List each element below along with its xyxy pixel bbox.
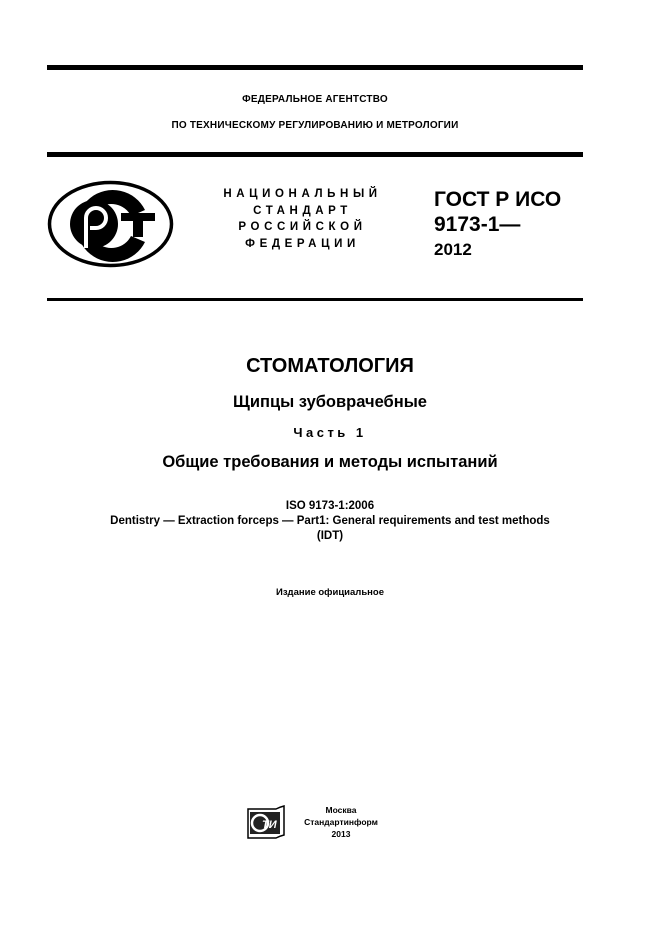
- top-rule: [47, 65, 583, 70]
- part-number: Часть 1: [293, 425, 367, 440]
- standartinform-logo-icon: [246, 805, 286, 839]
- standard-designation: [434, 187, 561, 263]
- publisher-year: 2013: [331, 829, 351, 839]
- nat-line-1: НАЦИОНАЛЬНЫЙ: [223, 188, 382, 200]
- designation-year: 2012: [434, 240, 472, 259]
- designation-line-1: ГОСТ Р ИСО: [434, 188, 562, 211]
- nat-line-3: РОССИЙСКОЙ: [238, 221, 367, 233]
- agency-line-1: ФЕДЕРАЛЬНОЕ АГЕНТСТВО: [242, 94, 388, 105]
- rst-certification-mark-icon: [47, 180, 174, 268]
- iso-english-title: Dentistry — Extraction forceps — Part1: General requirements and test methods: [110, 515, 550, 527]
- publisher-city: Москва: [325, 805, 357, 815]
- iso-code: ISO 9173-1:2006: [285, 500, 375, 512]
- designation-rule: [47, 298, 583, 301]
- part-title: Общие требования и методы испытаний: [162, 453, 498, 471]
- designation-line-2: 9173-1—: [434, 213, 521, 236]
- publisher-block: [296, 804, 386, 840]
- edition-label: Издание официальное: [276, 587, 384, 598]
- publisher-name: Стандартинформ: [304, 817, 378, 827]
- national-standard-label: [205, 186, 400, 252]
- document-subtitle: Щипцы зубоврачебные: [233, 393, 427, 411]
- nat-line-2: СТАНДАРТ: [253, 204, 352, 217]
- header-rule: [47, 152, 583, 157]
- agency-line-2: ПО ТЕХНИЧЕСКОМУ РЕГУЛИРОВАНИЮ И МЕТРОЛОГИИ: [171, 120, 459, 131]
- document-title: СТОМАТОЛОГИЯ: [246, 355, 414, 377]
- svg-text:ТИ: ТИ: [262, 819, 277, 831]
- iso-equivalence: (IDT): [316, 530, 344, 542]
- nat-line-4: ФЕДЕРАЦИИ: [245, 237, 360, 250]
